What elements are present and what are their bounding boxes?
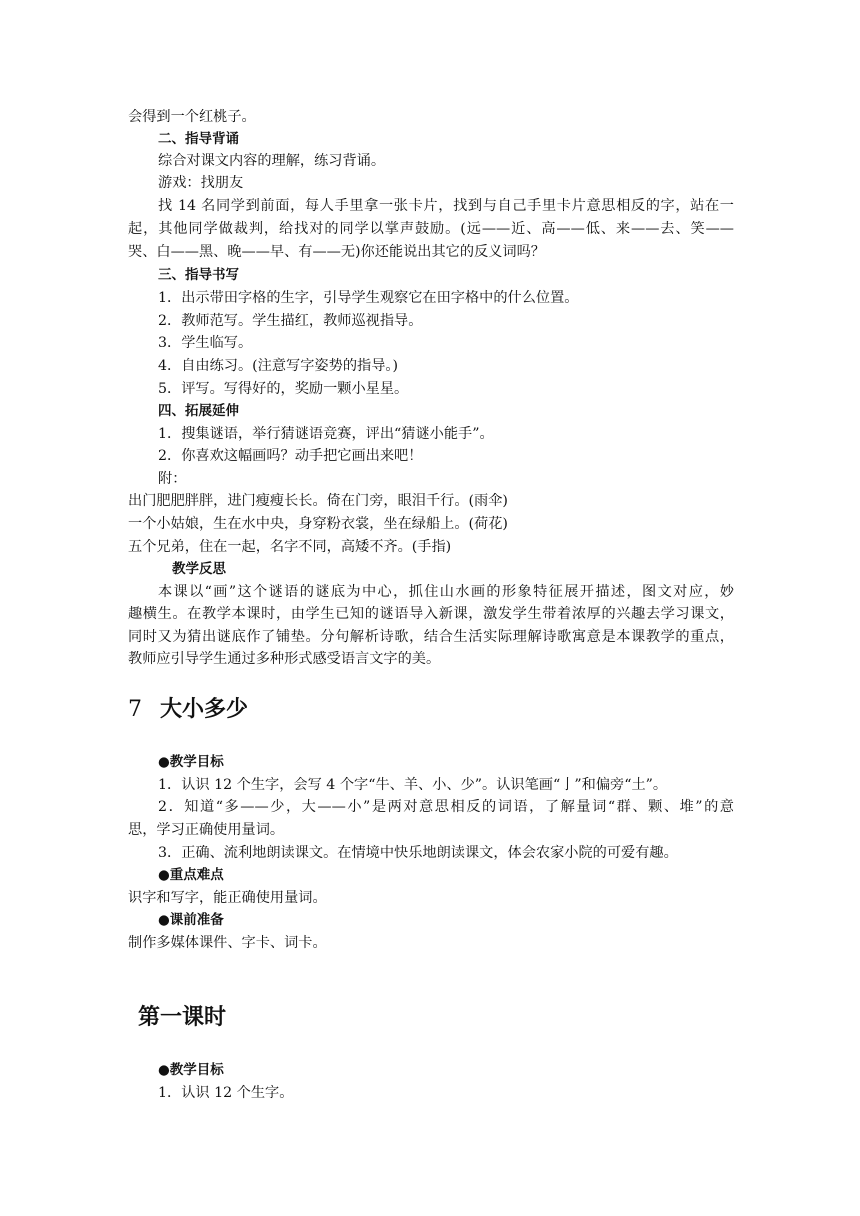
paragraph-line: 识字和写字，能正确使用量词。 — [128, 890, 327, 906]
list-item: 3．正确、流利地朗读课文。在情境中快乐地朗读课文，体会农家小院的可爱有趣。 — [158, 845, 678, 861]
list-item: 5．评写。写得好的，奖励一颗小星星。 — [158, 381, 409, 397]
section-heading-goals: ●教学目标 — [158, 1062, 224, 1078]
list-item: 1．搜集谜语，举行猜谜语竞赛，评出“猜谜小能手”。 — [158, 426, 494, 442]
section-heading-key: ●重点难点 — [158, 867, 224, 883]
section-heading-recite: 二、指导背诵 — [158, 131, 239, 147]
period-title: 第一课时 — [138, 1005, 227, 1030]
appendix-label: 附： — [158, 471, 187, 487]
paragraph-line: 起，其他同学做裁判，给找对的同学以掌声鼓励。(远——近、高——低、来——去、笑—— — [128, 221, 734, 237]
list-item: 1．认识 12 个生字，会写 4 个字“牛、羊、小、少”。认识笔画“亅”和偏旁“土”。 — [158, 777, 668, 793]
list-item: 2．你喜欢这幅画吗？动手把它画出来吧！ — [158, 448, 423, 464]
paragraph-line: 游戏：找朋友 — [158, 175, 244, 191]
riddle-line: 五个兄弟，住在一起，名字不同，高矮不齐。(手指) — [128, 539, 452, 555]
section-heading-write: 三、指导书写 — [158, 267, 239, 283]
paragraph-line: 趣横生。在教学本课时，由学生已知的谜语导入新课，激发学生带着浓厚的兴趣去学习课文， — [128, 606, 734, 622]
list-item: 1．出示带田字格的生字，引导学生观察它在田字格中的什么位置。 — [158, 290, 579, 306]
paragraph-line: 哭、白——黑、晚——早、有——无)你还能说出其它的反义词吗？ — [128, 244, 545, 260]
section-heading-reflect: 教学反思 — [172, 561, 226, 577]
lesson-number: 7 — [128, 697, 142, 722]
paragraph-line: 同时又为猜出谜底作了铺垫。分句解析诗歌，结合生活实际理解诗歌寓意是本课教学的重点， — [128, 629, 734, 645]
paragraph-line: 会得到一个红桃子。 — [128, 109, 256, 125]
section-heading-prep: ●课前准备 — [158, 912, 224, 928]
section-heading-goals: ●教学目标 — [158, 754, 224, 770]
paragraph-line: 思，学习正确使用量词。 — [128, 822, 285, 838]
paragraph-line: 教师应引导学生通过多种形式感受语言文字的美。 — [128, 651, 441, 667]
paragraph-line: 本课以“画”这个谜语的谜底为中心，抓住山水画的形象特征展开描述，图文对应，妙 — [158, 584, 734, 600]
list-item: 2．教师范写。学生描红，教师巡视指导。 — [158, 313, 423, 329]
lesson-title-text: 大小多少 — [160, 697, 249, 722]
list-item: 1．认识 12 个生字。 — [158, 1085, 294, 1101]
list-item: 4．自由练习。(注意写字姿势的指导。) — [158, 358, 398, 374]
paragraph-line: 制作多媒体课件、字卡、词卡。 — [128, 935, 327, 951]
list-item: 2．知道“多——少，大——小”是两对意思相反的词语，了解量词“群、颗、堆”的意 — [158, 799, 734, 815]
riddle-line: 一个小姑娘，生在水中央，身穿粉衣裳，坐在绿船上。(荷花) — [128, 516, 508, 532]
riddle-line: 出门肥肥胖胖，进门瘦瘦长长。倚在门旁，眼泪千行。(雨伞) — [128, 493, 508, 509]
lesson-title — [128, 696, 248, 724]
list-item: 3．学生临写。 — [158, 335, 253, 351]
paragraph-line: 综合对课文内容的理解，练习背诵。 — [158, 153, 386, 169]
section-heading-extend: 四、拓展延伸 — [158, 403, 239, 419]
paragraph-line: 找 14 名同学到前面，每人手里拿一张卡片，找到与自己手里卡片意思相反的字，站在一 — [158, 198, 734, 214]
